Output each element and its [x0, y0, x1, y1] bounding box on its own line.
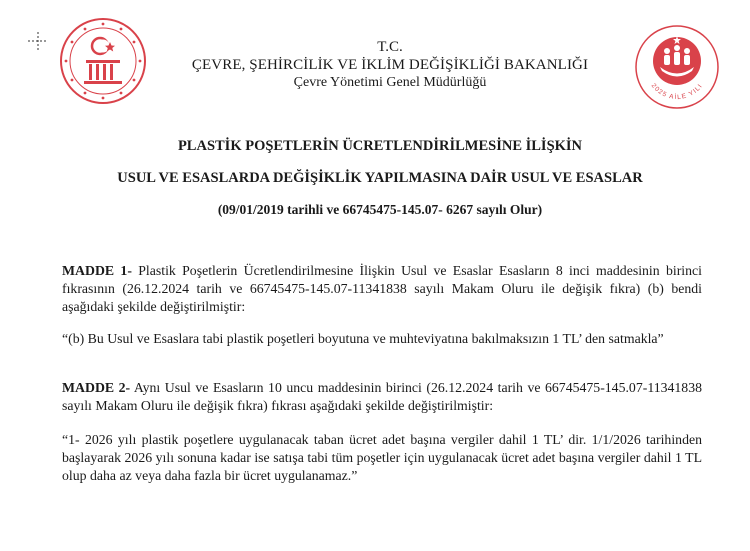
svg-text:2025 AİLE YILI [650, 82, 705, 101]
document-title-line-2: USUL VE ESASLARDA DEĞİŞİKLİK YAPILMASINA DAİR USUL VE ESASLAR [117, 170, 643, 186]
ministry-seal-icon [58, 16, 148, 106]
family-year-logo-icon [634, 24, 720, 110]
document-title-reference: (09/01/2019 tarihli ve 66745475-145.07- 6267 sayılı Olur) [217, 202, 543, 217]
header-line-ministry: ÇEVRE, ŞEHİRCİLİK VE İKLİM DEĞİŞİKLİĞİ BAKANLIĞI [191, 57, 589, 73]
article-1-paragraph [62, 262, 702, 316]
article-2-label: MADDE 2- [62, 380, 131, 395]
article-2-paragraph [62, 379, 702, 415]
header-line-tc: T.C. [377, 39, 403, 55]
header-line-directorate: Çevre Yönetimi Genel Müdürlüğü [293, 75, 487, 90]
document-header [150, 38, 630, 92]
article-1-quote: “(b) Bu Usul ve Esaslara tabi plastik poşetleri boyutuna ve muhteviyatına bakılmaksızın 1 TL’ den satmakla” [62, 331, 664, 346]
article-1-text: Plastik Poşetlerin Ücretlendirilmesine İlişkin Usul ve Esaslar Esasların 8 inci maddesinin birinci fıkrasının (26.12.2024 tarih ve 66745475-145.07-11341838 sayılı Makam Oluru ile değişik fıkra) (b) bendi aşağıdaki şekilde değiştirilmiştir: [62, 263, 702, 314]
article-2-text: Aynı Usul ve Esasların 10 uncu maddesinin birinci (26.12.2024 tarih ve 66745475-145.07-11341838 sayılı Makam Oluru ile değişik fıkra) fıkrası aşağıdaki şekilde değiştirilmiştir: [62, 380, 702, 413]
family-year-logo-text: 2025 AİLE YILI [649, 82, 705, 102]
document-title-line-1: PLASTİK POŞETLERİN ÜCRETLENDİRİLMESİNE İLİŞKİN [177, 138, 583, 154]
article-2-quote: “1- 2026 yılı plastik poşetlere uygulanacak taban ücret adet başına vergiler dahil 1 TL’ dir. 1/1/2026 tarihinden başlayarak 2026 yılı sonuna kadar ise satışa tabi tüm poşetler için uygulanacak ücret adet başına vergiler dahil 1 TL olup daha az veya daha fazla bir ücret uygulanamaz.” [62, 432, 702, 483]
crop-mark-icon [28, 32, 48, 50]
article-1-label: MADDE 1- [62, 263, 132, 278]
